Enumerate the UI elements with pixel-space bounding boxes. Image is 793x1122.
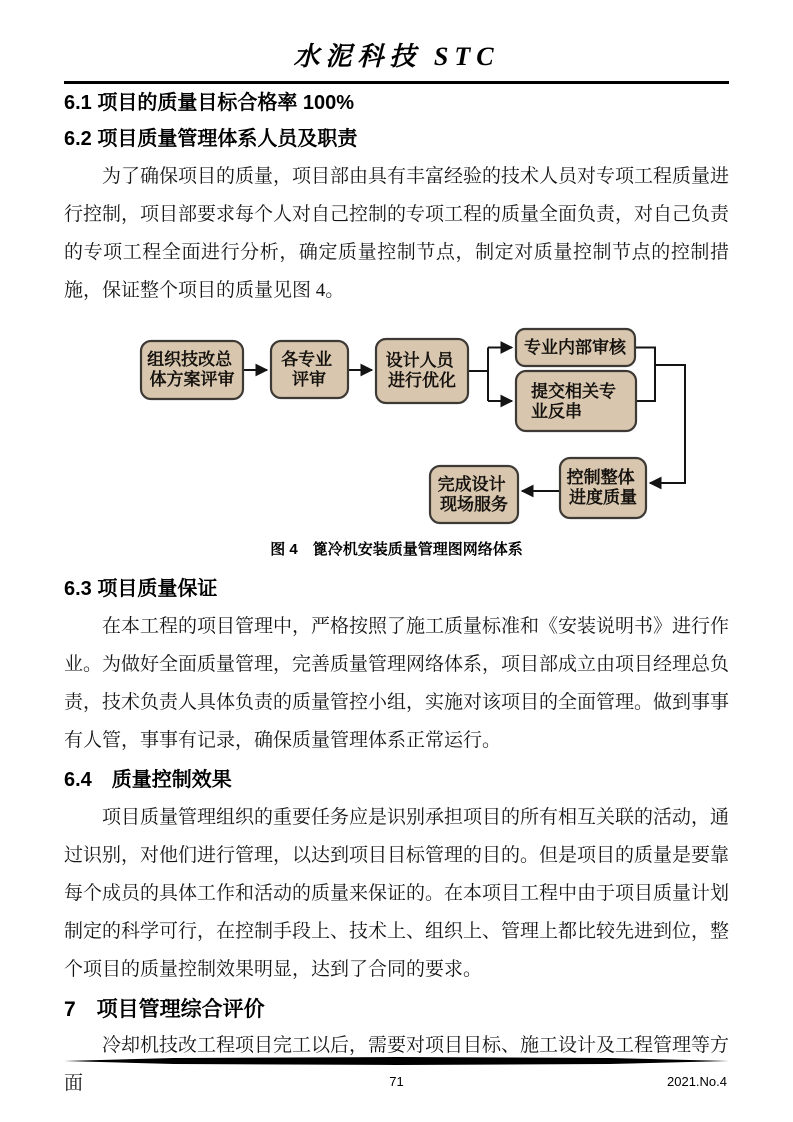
heading-6-3: 6.3 项目质量保证 — [64, 578, 218, 600]
node-specialty-review-label: 各专业 评审 — [281, 350, 333, 389]
paragraph-7: 冷却机技改工程项目完工以后，需要对项目目标、施工设计及工程管理等方面 — [64, 1035, 730, 1094]
node-control-quality — [560, 458, 646, 518]
page-footer — [64, 1052, 729, 1092]
figure-4 — [64, 326, 729, 561]
heading-6-2: 6.2 项目质量管理体系人员及职责 — [64, 128, 358, 150]
quality-flowchart — [133, 326, 693, 526]
node-submit-feedback-box — [516, 371, 636, 431]
node-site-service-label: 完成设计 现场服务 — [437, 475, 508, 514]
figure-caption: 图 4 篦冷机安装质量管理图网络体系 — [270, 541, 523, 558]
paragraph-6-4: 项目质量管理组织的重要任务应是识别承担项目的所有相互关联的活动，通过识别，对他们进行管理，以达到项目目标管理的目的。但是项目的质量是要靠每个成员的具体工作和活动的质量来保证的。在本项目工程中由于项目质量计划制定的科学可行，在控制手段上、技术上、组织上、管理上都比较先进到位，整个项目的质量控制效果明显，达到了合同的要求。 — [64, 807, 730, 980]
node-internal-audit-label: 专业内部审核 — [524, 338, 626, 357]
node-submit-feedback — [516, 371, 636, 431]
footer-rule — [64, 1057, 729, 1065]
node-submit-feedback-label: 提交相关专 业反串 — [531, 382, 616, 421]
node-control-quality-label: 控制整体 进度质量 — [566, 468, 637, 507]
issue-label: 2021.No.4 — [667, 1074, 727, 1089]
node-plan-review — [141, 341, 243, 399]
connector-design-branch — [468, 348, 488, 402]
page-header — [64, 40, 729, 84]
node-design-optimize — [376, 339, 468, 403]
node-design-optimize-label: 设计人员 进行优化 — [385, 351, 456, 390]
connector-audit-feedback-bracket — [635, 348, 655, 402]
node-specialty-review — [271, 341, 348, 398]
paragraph-6-3: 在本工程的项目管理中，严格按照了施工质量标准和《安装说明书》进行作业。为做好全面质量管理，完善质量管理网络体系，项目部成立由项目经理总负责，技术负责人具体负责的质量管控小组，实施对该项目的全面管理。做到事事有人管，事事有记录，确保质量管理体系正常运行。 — [64, 616, 730, 751]
journal-title: 水泥科技 STC — [293, 42, 500, 71]
flowchart-wrapper — [133, 326, 729, 531]
heading-6-4: 6.4 质量控制效果 — [64, 769, 232, 791]
footer-row — [64, 1074, 729, 1092]
heading-7: 7 项目管理综合评价 — [64, 998, 265, 1021]
page-number: 71 — [389, 1074, 404, 1089]
node-site-service — [430, 466, 518, 523]
node-plan-review-label: 组织技改总 体方案评审 — [147, 350, 235, 389]
header-rule — [64, 81, 729, 84]
node-internal-audit — [516, 329, 635, 366]
paragraph-6-2: 为了确保项目的质量，项目部由具有丰富经验的技术人员对专项工程质量进行控制，项目部要求每个人对自己控制的专项工程的质量全面负责，对自己负责的专项工程全面进行分析，确定质量控制节点，制定对质量控制节点的控制措施，保证整个项目的质量见图 4。 — [64, 166, 730, 301]
heading-6-1: 6.1 项目的质量目标合格率 100% — [64, 92, 355, 114]
